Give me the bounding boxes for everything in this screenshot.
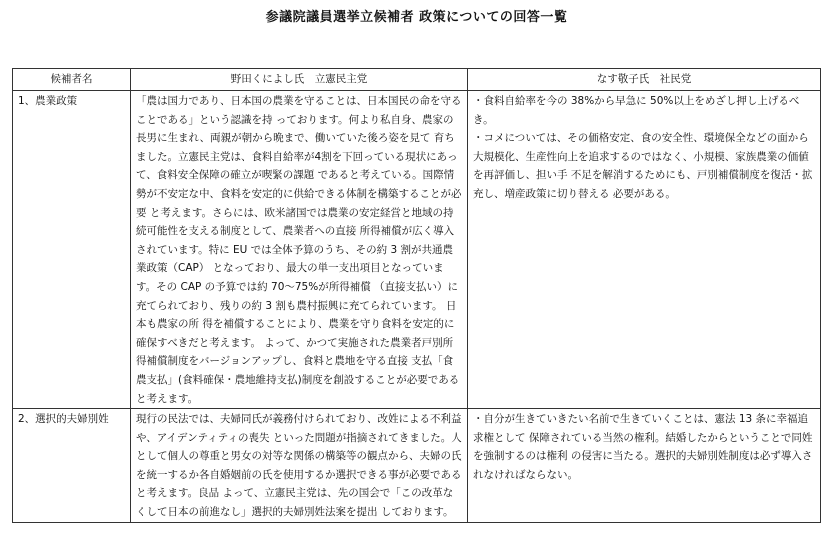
noda-answer-surnames: 現行の民法では、夫婦同氏が義務付けられており、改姓による不利益や、アイデンティティの喪失 といった問題が指摘されてきました。人として個人の尊重と男女の対等な関係の構築等の観点から、夫婦の氏を統一するか各自婚姻前の氏を使用するか選択できる事が必要であると考えます。良品 よって、立憲民主党は、先の国会で「この改革なくして日本の前進なし」選択的夫婦別姓法案を提出 しております。 [131,409,468,523]
table-row-agriculture [13,91,821,409]
table-row-surname [13,409,821,523]
nasu-answer-surnames [468,409,821,523]
policy-answer-table [12,68,821,523]
topic-agriculture: 1、農業政策 [13,91,131,409]
header-candidate-name: 候補者名 [13,69,131,91]
noda-answer-agriculture: 「農は国力であり、日本国の農業を守ることは、日本国民の命を守ることである」という認識を持 っております。何より私自身、農家の長男に生まれ、両親が朝から晩まで、働いていた後ろ姿を見て 育ちました。立憲民主党は、食料自給率が4割を下回っている現状にあって、食料安全保障の確立が喫緊の課題 であると考えている。国際情勢が不安定な中、食料を安定的に供給できる体制を構築することが必要 と考えます。さらには、欧米諸国では農業の安定経営と地域の持続可能性を支える制度として、農業者への直接 所得補償が広く導入されています。特に EU では全体予算のうち、その約 3 割が共通農業政策（CAP） となっており、最大の単一支出項目となっています。その CAP の予算では約 70～75%が所得補償 （直接支払い）に充てられており、残りの約 3 割も農村振興に充てられています。 日本も農家の所 得を補償することにより、農業を守り食料を安定的に確保すべきだと考えます。 よって、かつて実施された農業者戸別所得補償制度をバージョンアップし、食料と農地を守る直接 支払「食農支払」(食料確保・農地維持支払)制度を創設することが必要であると考えます。 [131,91,468,409]
header-nasu: なす敬子氏 社民党 [468,69,821,91]
header-noda: 野田くによし氏 立憲民主党 [131,69,468,91]
nasu-answer-agriculture-point-2: ・コメについては、その価格安定、食の安全性、環境保全などの面から大規模化、生産性向上を追求するのではなく、小規模、家族農業の価値を再評価し、担い手 不足を解消するためにも、戸別補償制度を復活・拡充し、増産政策に切り替える 必要がある。 [473,132,813,200]
table-header-row [13,69,821,91]
page-title: 参議院議員選挙立候補者 政策についての回答一覧 [265,10,568,25]
topic-separate-surnames: 2、選択的夫婦別姓 [13,409,131,523]
nasu-answer-surnames-point-1: ・自分が生きていきたい名前で生きていくことは、憲法 13 条に幸福追求権として 保障されている当然の権利。結婚したからということで同姓を強制するのは権利 の侵害に当たる。選択的夫婦別姓制度は必ず導入されなければならない。 [473,413,813,481]
nasu-answer-agriculture [468,91,821,409]
nasu-answer-agriculture-point-1: ・食料自給率を今の 38%から早急に 50%以上をめざし押し上げるべき。 [473,95,800,126]
